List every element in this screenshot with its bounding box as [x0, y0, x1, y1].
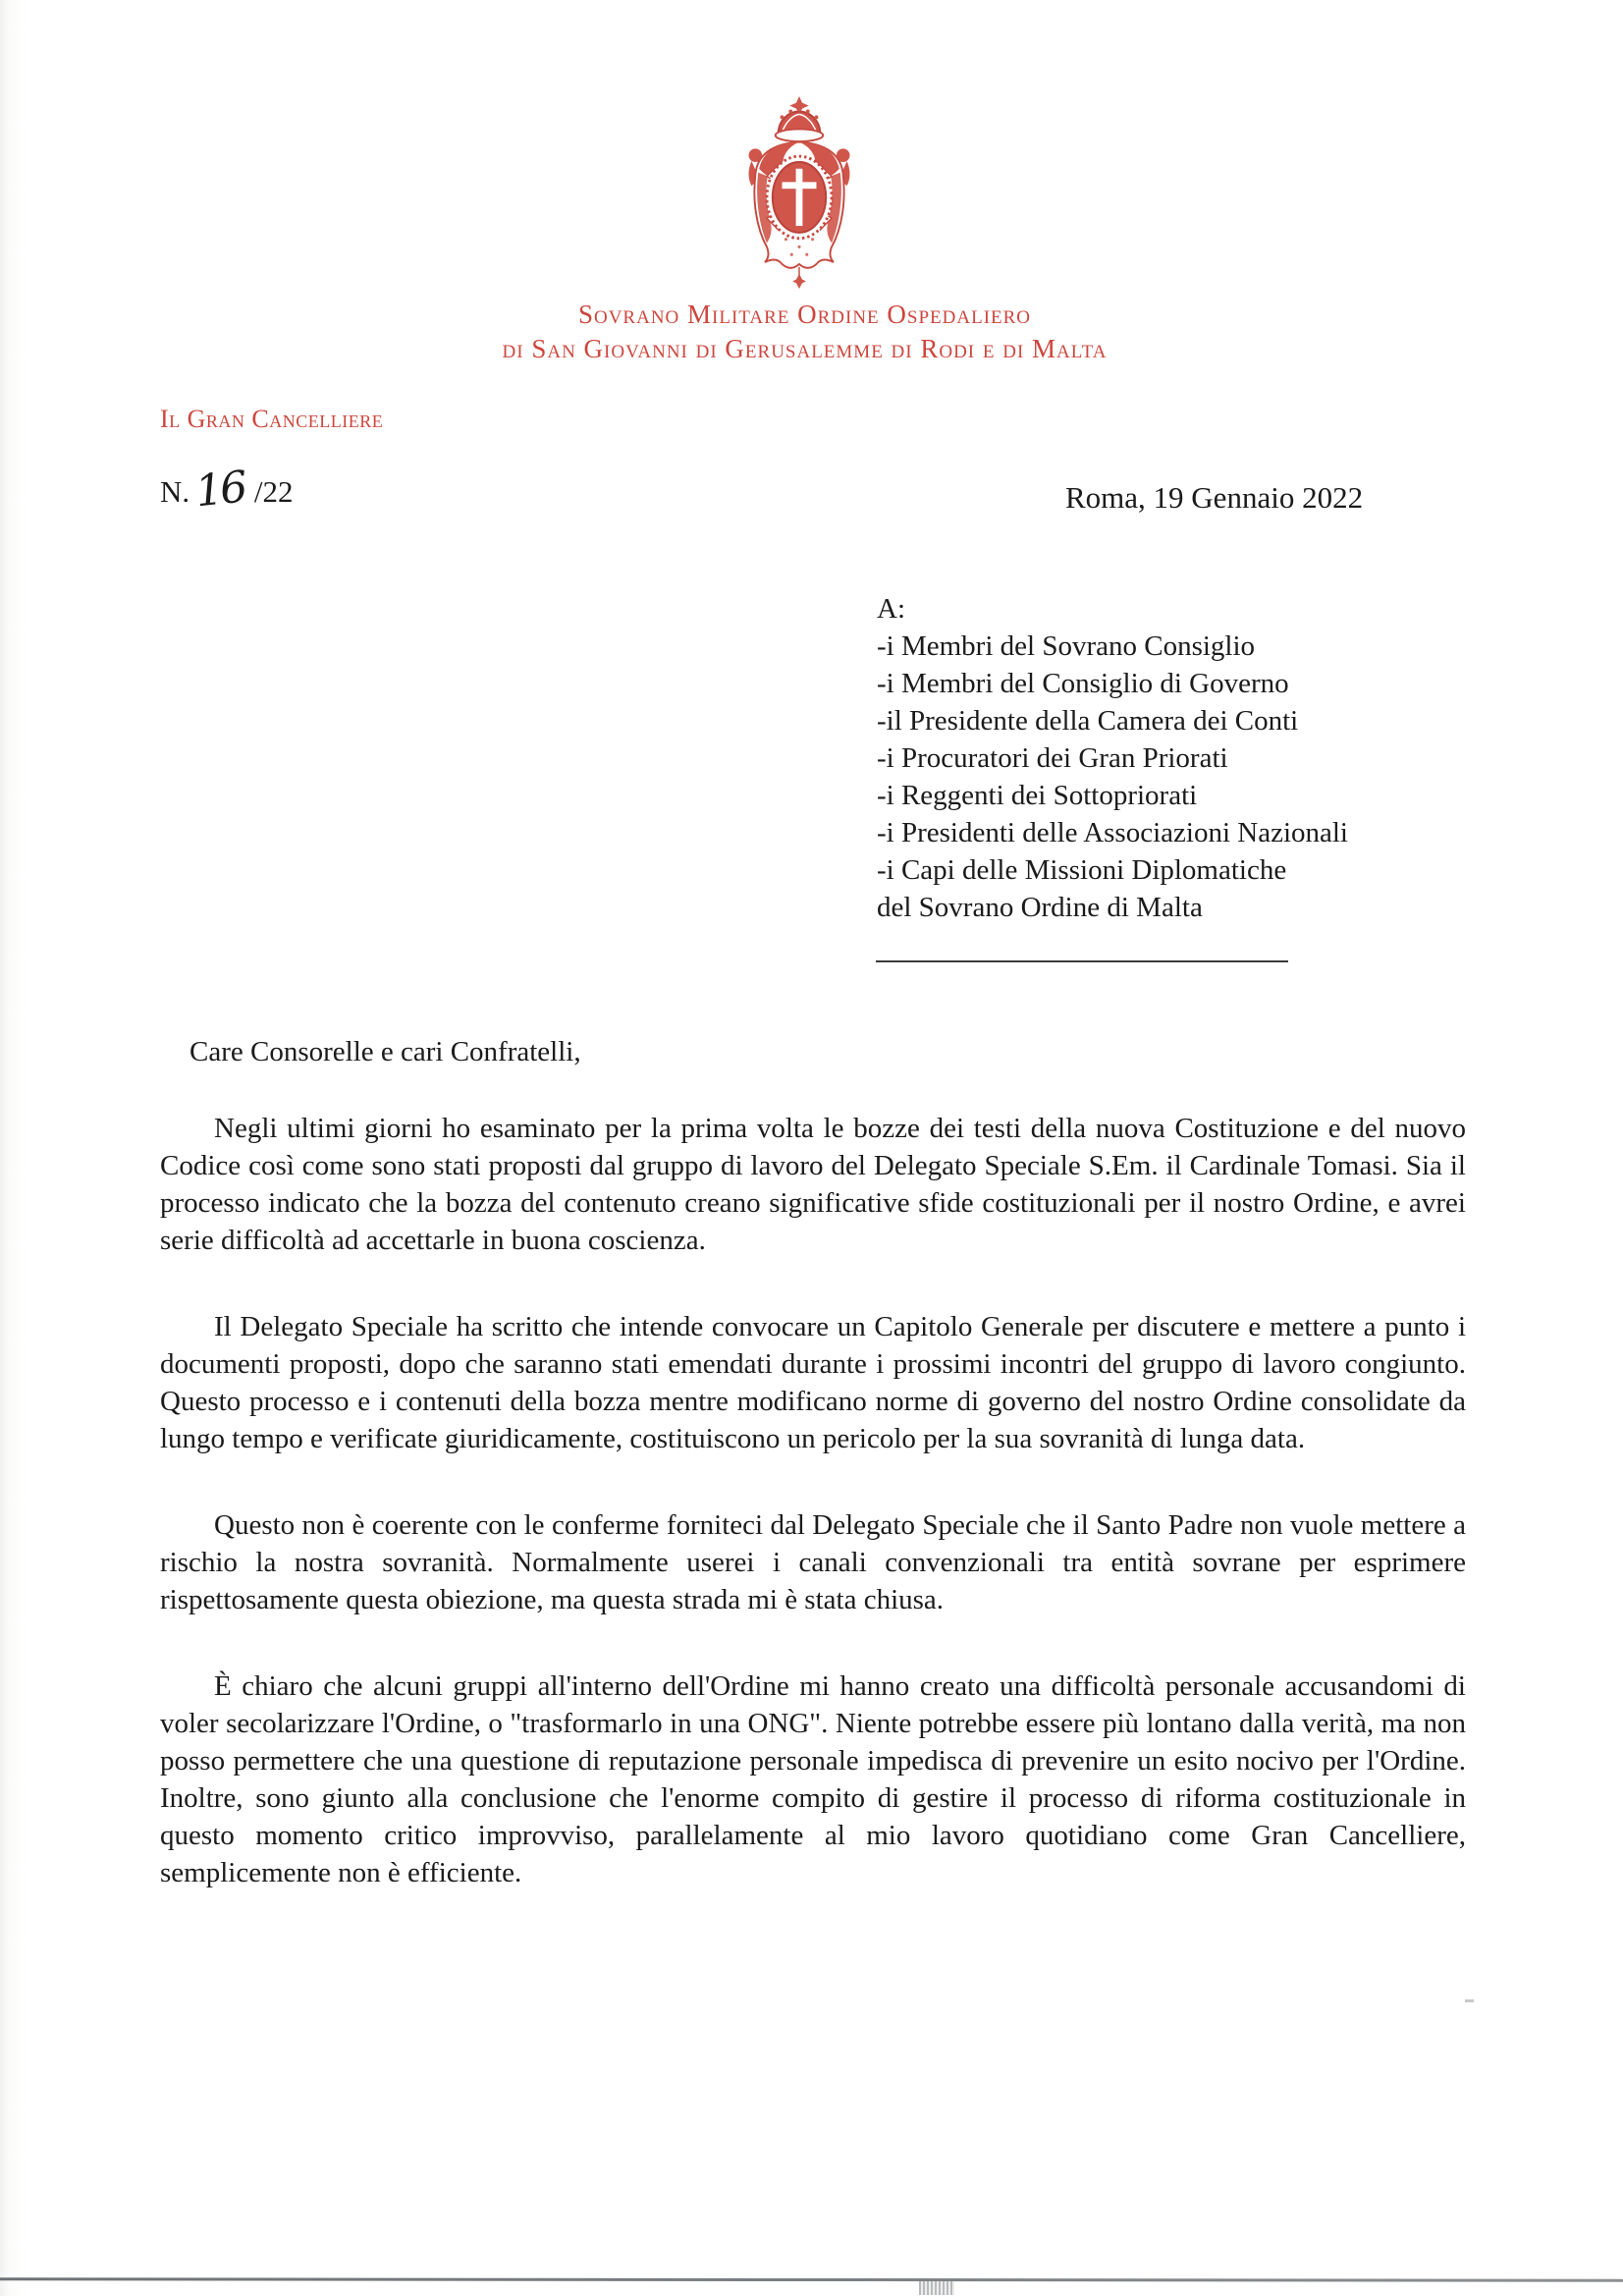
scan-barcode-artifact: [919, 2281, 954, 2295]
recipients-label: A:: [877, 593, 905, 625]
body-paragraph: Il Delegato Speciale ha scritto che intende convocare un Capitolo Generale per discutere e mettere a punto i documenti proposti, dopo che saranno stati emendati durante i prossimi incontri del gruppo di lavoro congiunto. Questo processo e i contenuti della bozza mentre modificano norme di governo del nostro Ordine consolidate da lungo tempo e verificate giuridicamente, costituiscono un pericolo per la sua sovranità di lunga data.: [160, 1311, 1466, 1454]
org-name-line2: di San Giovanni di Gerusalemme di Rodi e di Malta: [502, 334, 1108, 363]
body-paragraph: È chiaro che alcuni gruppi all'interno dell'Ordine mi hanno creato una difficoltà personale accusandomi di voler secolarizzare l'Ordine, o "trasformarlo in una ONG". Niente potrebbe essere più lontano dalla verità, ma non posso permettere che una questione di reputazione personale impedisca di prevenire un esito nocivo per l'Ordine. Inoltre, sono giunto alla conclusione che l'enorme compito di gestire il processo di riforma costituzionale in questo momento critico improvviso, parallelamente al mio lavoro quotidiano come Gran Cancelliere, semplicemente non è efficiente.: [160, 1670, 1466, 1888]
recipient-line: -i Reggenti dei Sottopriorati: [877, 780, 1198, 811]
paragraphs: [160, 1110, 1466, 1891]
recipient-line: del Sovrano Ordine di Malta: [877, 892, 1203, 923]
scan-speck: [1465, 1999, 1474, 2002]
protocol-number-handwritten: 16: [192, 462, 247, 518]
body-paragraph: Questo non è coerente con le conferme forniteci dal Delegato Speciale che il Santo Padre non vuole mettere a rischio la nostra sovranità. Normalmente userei i canali convenzionali tra entità sovrane per esprimere rispettosamente questa obiezione, ma questa strada mi è stata chiusa.: [160, 1509, 1466, 1615]
org-name-line1: Sovrano Militare Ordine Ospedaliero: [577, 300, 1032, 329]
recipient-line: -i Membri del Sovrano Consiglio: [877, 630, 1256, 662]
recipients-list: [877, 628, 1348, 926]
letterhead-org-title: [0, 298, 1616, 366]
recipient-line: -i Presidenti delle Associazioni Nazionali: [877, 817, 1348, 848]
dateline: Roma, 19 Gennaio 2022: [1065, 480, 1364, 515]
recipient-line: -i Capi delle Missioni Diplomatiche: [877, 854, 1287, 886]
body-paragraph: Negli ultimi giorni ho esaminato per la prima volta le bozze dei testi della nuova Costituzione e del nuovo Codice così come sono stati proposti dal gruppo di lavoro del Delegato Speciale S.Em. il Cardinale Tomasi. Sia il processo indicato che la bozza del contenuto creano significative sfide costituzionali per il nostro Ordine, e avrei serie difficoltà ad accettarle in buona coscienza.: [160, 1113, 1466, 1256]
scan-edge-line: [0, 2277, 1623, 2281]
recipients-divider: [876, 960, 1288, 962]
recipient-line: -i Membri del Consiglio di Governo: [877, 668, 1289, 699]
protocol-prefix: N.: [160, 474, 190, 509]
recipients-block: [877, 590, 1348, 926]
recipient-line: -il Presidente della Camera dei Conti: [877, 705, 1299, 737]
letter-body: [160, 1033, 1466, 1941]
sender-title: Il Gran Cancelliere: [160, 405, 384, 433]
smom-crest-icon: [723, 94, 876, 295]
protocol-number: [160, 462, 294, 518]
salutation: Care Consorelle e cari Confratelli,: [189, 1036, 581, 1067]
recipient-line: -i Procuratori dei Gran Priorati: [877, 742, 1228, 774]
protocol-suffix: /22: [253, 474, 294, 509]
